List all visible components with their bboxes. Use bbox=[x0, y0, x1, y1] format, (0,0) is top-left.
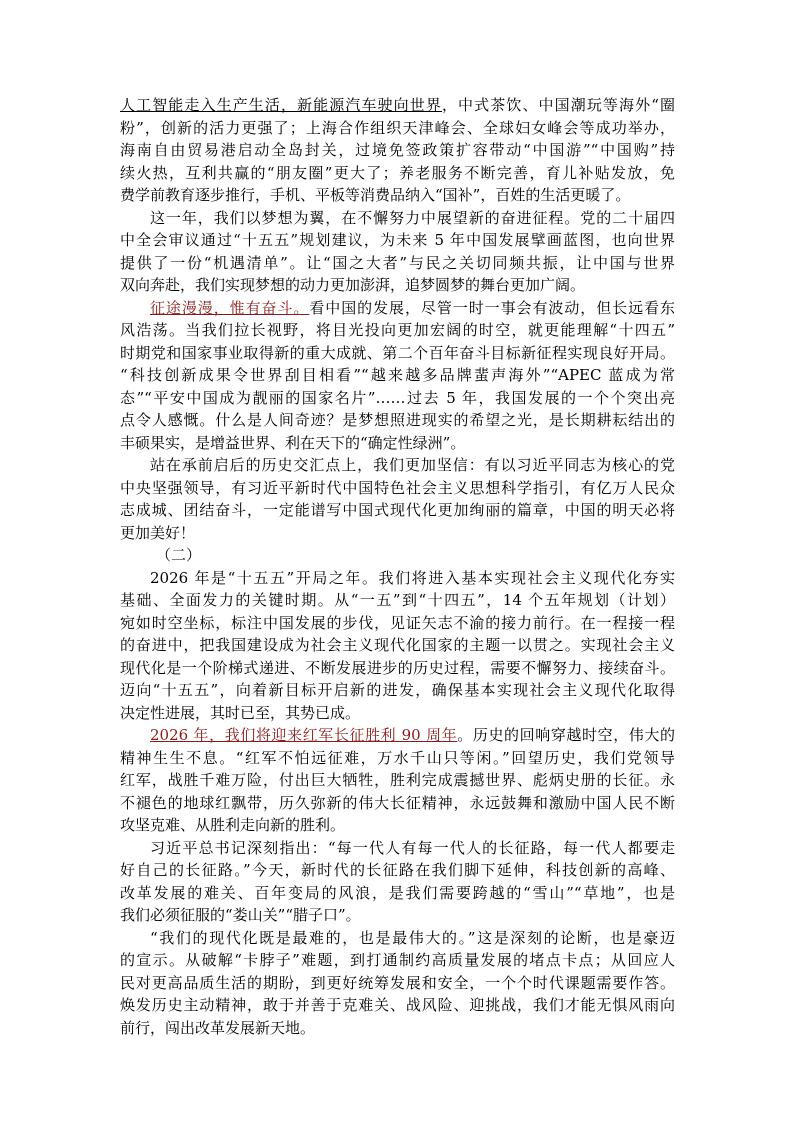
text-segment: 点令人感慨。什么是人间奇迹？是梦想照进现实的希望之光，是长期耕耘结出的 bbox=[120, 411, 675, 429]
text-line bbox=[120, 972, 675, 995]
text-line bbox=[120, 499, 675, 522]
text-line bbox=[120, 432, 675, 455]
text-segment: 的宣示。从破解“卡脖子”难题，到打通制约高质量发展的堵点卡点；从回应人 bbox=[120, 951, 675, 969]
highlighted-text: 征途漫漫，惟有奋斗。 bbox=[150, 298, 310, 317]
text-line bbox=[120, 837, 675, 860]
text-line bbox=[120, 117, 675, 140]
text-segment: 民对更高品质生活的期盼，到更好统筹发展和安全，一个个时代课题需要作答。 bbox=[120, 973, 675, 992]
text-line bbox=[120, 207, 675, 230]
text-line bbox=[120, 994, 675, 1017]
text-line bbox=[120, 162, 675, 185]
text-segment: 看中国的发展，尽管一时一事会有波动，但长远看东 bbox=[309, 298, 675, 317]
text-segment: 费学前教育逐步推行，手机、平板等消费品纳入“国补”，百姓的生活更暖了。 bbox=[120, 186, 631, 204]
text-line bbox=[120, 927, 675, 950]
text-segment: 决定性进展，其时已至，其势已成。 bbox=[120, 703, 361, 722]
text-segment: 不褪色的地球红飘带，历久弥新的伟大长征精神，永远鼓舞和激励中国人民不断 bbox=[120, 793, 675, 812]
text-line bbox=[120, 904, 675, 927]
text-segment: 精神生生不息。“红军不怕远征难，万水千山只等闲。”回望历史，我们党领导 bbox=[120, 748, 675, 767]
text-line bbox=[120, 949, 675, 972]
underlined-text: 人工智能走入生产生活，新能源汽车驶向世界 bbox=[120, 96, 442, 114]
text-segment: “科技创新成果令世界刮目相看”“越来越多品牌蜚声海外”“APEC 蓝成为常 bbox=[120, 366, 675, 384]
text-segment: 海南自由贸易港启动全岛封关，过境免签政策扩容带动“中国游”“中国购”持 bbox=[120, 141, 675, 159]
text-line bbox=[120, 364, 675, 387]
text-segment: 迈向“十五五”，向着新目标开启新的进发，确保基本实现社会主义现代化取得 bbox=[120, 681, 675, 699]
text-segment: 基础、全面发力的关键时期。从“一五”到“十四五”，14 个五年规划（计划） bbox=[120, 591, 675, 609]
text-line bbox=[120, 702, 675, 725]
text-segment: 2026 年是“十五五”开局之年。我们将进入基本实现社会主义现代化夯实 bbox=[150, 568, 675, 587]
text-segment: 习近平总书记深刻指出：“每一代人有每一代人的长征路，每一代人都要走 bbox=[150, 838, 675, 857]
text-line bbox=[120, 634, 675, 657]
text-line bbox=[120, 567, 675, 590]
text-segment: 好自己的长征路。”今天，新时代的长征路在我们脚下延伸，科技创新的高峰、 bbox=[120, 861, 675, 879]
text-segment: 前行，闯出改革发展新天地。 bbox=[120, 1018, 316, 1037]
text-segment: ，中式茶饮、中国潮玩等海外“圈 bbox=[441, 96, 675, 114]
text-line bbox=[120, 409, 675, 432]
text-line bbox=[120, 274, 675, 297]
text-segment: 红军，战胜千难万险，付出巨大牺牲，胜利完成震撼世界、彪炳史册的长征。永 bbox=[120, 771, 675, 789]
text-segment: 宛如时空坐标，标注中国发展的步伐，见证矢志不渝的接力前行。在一程接一程 bbox=[120, 613, 675, 632]
text-line bbox=[120, 319, 675, 342]
text-segment: 双向奔赴，我们实现梦想的动力更加澎湃，追梦圆梦的舞台更加广阔。 bbox=[120, 276, 586, 294]
text-line bbox=[120, 589, 675, 612]
text-line bbox=[120, 612, 675, 635]
text-line bbox=[120, 1017, 675, 1040]
text-segment: 粉”，创新的活力更强了；上海合作组织天津峰会、全球妇女峰会等成功举办， bbox=[120, 118, 675, 137]
text-line bbox=[120, 139, 675, 162]
text-segment: 改革发展的难关、百年变局的风浪，是我们需要跨越的“雪山”“草地”，也是 bbox=[120, 883, 675, 902]
text-segment: 态”“平安中国成为靓丽的国家名片”……过去 5 年，我国发展的一个个突出亮 bbox=[120, 388, 675, 407]
text-line bbox=[120, 747, 675, 770]
text-segment: 焕发历史主动精神，敢于并善于克难关、战风险、迎挑战，我们才能无惧风雨向 bbox=[120, 996, 675, 1014]
text-segment: 时期党和国家事业取得新的重大成就、第二个百年奋斗目标新征程实现良好开局。 bbox=[120, 343, 675, 362]
text-line bbox=[120, 342, 675, 365]
text-segment: 中央坚强领导，有习近平新时代中国特色社会主义思想科学指引，有亿万人民众 bbox=[120, 478, 675, 497]
text-segment: 的奋进中，把我国建设成为社会主义现代化国家的主题一以贯之。实现社会主义 bbox=[120, 636, 675, 654]
text-line bbox=[120, 229, 675, 252]
text-segment: 更加美好！ bbox=[120, 523, 196, 542]
section-heading bbox=[120, 544, 675, 567]
text-line bbox=[120, 769, 675, 792]
text-segment: 。历史的回响穿越时空，伟大的 bbox=[457, 726, 675, 744]
document-page bbox=[120, 94, 675, 1039]
text-segment: 中全会审议通过“十五五”规划建议，为未来 5 年中国发展擘画蓝图，也向世界 bbox=[120, 231, 675, 249]
text-segment: 我们必须征服的“娄山关”“腊子口”。 bbox=[120, 906, 361, 924]
text-line bbox=[120, 94, 675, 117]
text-segment: 提供了一份“机遇清单”。让“国之大者”与民之关切同频共振，让中国与世界 bbox=[120, 253, 675, 272]
text-line bbox=[120, 724, 675, 747]
text-segment: 攻坚克难、从胜利走向新的胜利。 bbox=[120, 816, 346, 834]
text-segment: “我们的现代化既是最难的，也是最伟大的。”这是深刻的论断，也是豪迈 bbox=[150, 928, 675, 947]
text-line bbox=[120, 657, 675, 680]
text-line bbox=[120, 792, 675, 815]
text-line bbox=[120, 882, 675, 905]
text-line bbox=[120, 859, 675, 882]
highlighted-text: 2026 年，我们将迎来红军长征胜利 90 周年 bbox=[150, 726, 458, 744]
text-segment: 志成城、团结奋斗，一定能谱写中国式现代化更加绚丽的篇章，中国的明天必将 bbox=[120, 501, 675, 519]
text-line bbox=[120, 454, 675, 477]
text-segment: 续火热，互利共赢的“朋友圈”更大了；养老服务不断完善，育儿补贴发放，免 bbox=[120, 163, 675, 182]
text-line bbox=[120, 184, 675, 207]
text-segment: 这一年，我们以梦想为翼，在不懈努力中展望新的奋进征程。党的二十届四 bbox=[150, 208, 675, 227]
text-segment: 现代化是一个阶梯式递进、不断发展进步的历史过程，需要不懈努力、接续奋斗。 bbox=[120, 658, 675, 677]
text-segment: 风浩荡。当我们拉长视野，将目光投向更加宏阔的时空，就更能理解“十四五” bbox=[120, 321, 675, 339]
text-line bbox=[120, 297, 675, 320]
text-line bbox=[120, 522, 675, 545]
text-segment: 丰硕果实，是增益世界、利在天下的“确定性绿洲”。 bbox=[120, 433, 466, 452]
text-line bbox=[120, 477, 675, 500]
text-line bbox=[120, 252, 675, 275]
text-line bbox=[120, 387, 675, 410]
text-segment: 站在承前启后的历史交汇点上，我们更加坚信：有以习近平同志为核心的党 bbox=[150, 456, 675, 474]
text-segment: （二） bbox=[156, 546, 202, 564]
text-line bbox=[120, 814, 675, 837]
text-line bbox=[120, 679, 675, 702]
